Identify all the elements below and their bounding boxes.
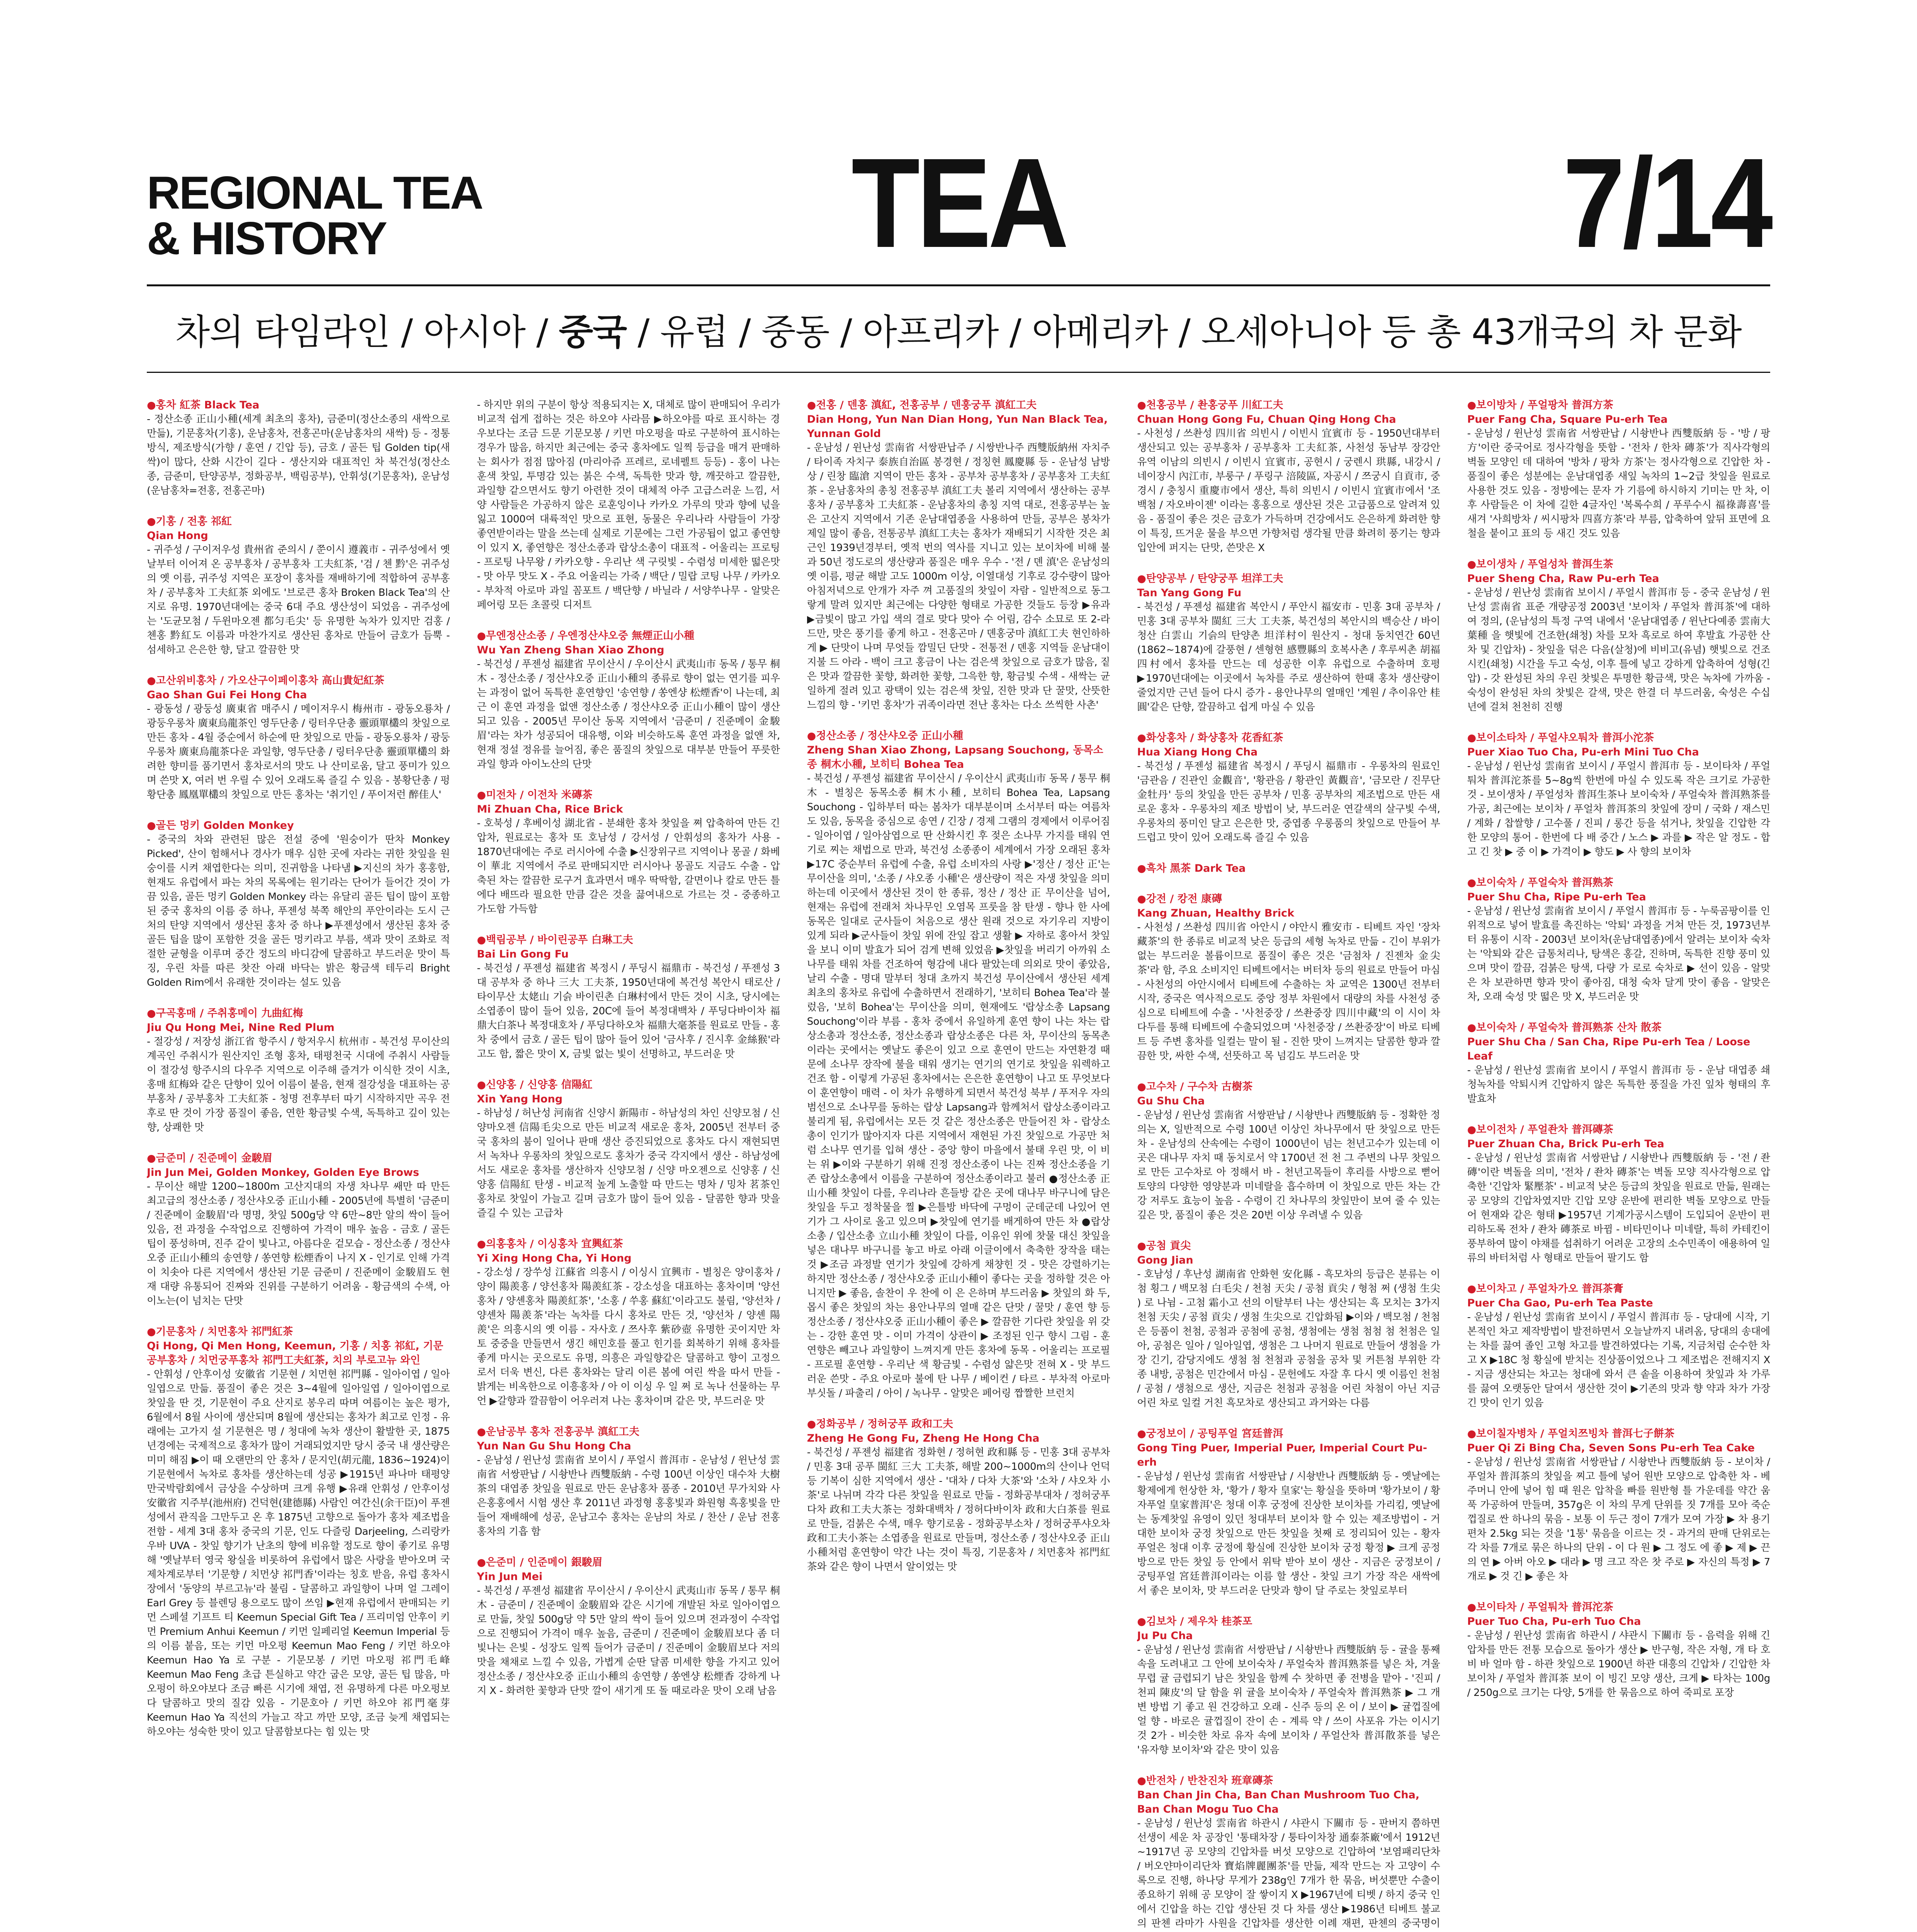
tea-entry-body: - 하남성 / 허난성 河南省 신양시 新陽市 - 하남성의 차인 신양모첨 / 신양마오젠 信陽毛尖으로 만든 비교적 새로운 홍차, 2005년 전부터 중국 홍차의 붐이 일어나 판매 생산 증진되었으로 홍차도 다시 재현되면서 녹차나 우롱차의 찻잎으로도 홍차가 중국 각지에서 생산 - 하남성에서도 새로운 홍차를 생산하자 신양모첨 / 신양 마오젠으로 신양홍 / 신양홍 信陽紅 탄생 - 비교적 높게 노출할 따 만드는 명차 / 밍차 茗茶인 홍차로 찻잎이 가늘고 길며 금호가 많이 들어 있음 - 달콤한 향과 맛을 즐길 수 있는 고급차 <box>477 1107 780 1219</box>
tea-entry-body: - 운남성 / 윈난성 雲南省 보이시 / 푸얼시 普洱市 등 - 중국 운남성 / 윈난성 雲南省 표준 개량공정 2003년 '보이차 / 푸얼차 普洱茶'에 대하여 정의, (운남성의 특정 구역 내에서 '운남대엽종 / 윈난다예종 雲南大葉種 을 햇빛에 건조한(쇄청) 차를 모차 흑로로 하여 후발효 가공한 산차 및 긴압차) - 찻잎을 덖은 다음(살청)에 비비고(유념) 햇빛으로 건조시킨(쇄청) 시간을 두고 숙성, 이후 틀에 넣고 강하게 압축하여 성형(긴압) - 갓 완성된 차의 우린 찻빛은 투명한 황금색, 맛은 녹차에 가까움 - 숙성이 완성된 차의 찻빛은 갈색, 맛은 한결 더 부드러움, 숙성은 수십 년에 걸쳐 천천히 진행 <box>1467 587 1770 713</box>
tea-entry-latin-name: Puer Shu Cha / San Cha, Ripe Pu-erh Tea / Loose Leaf <box>1467 1036 1750 1062</box>
tea-entry-heading: ●정화공부 / 정허궁푸 政和工夫 <box>807 1418 953 1430</box>
tea-entry-heading: ●강전 / 캉전 康磚 <box>1137 893 1222 905</box>
tea-entry-body: - 중국의 차와 관련된 많은 전설 중에 '원숭이가 딴차 Monkey Picked', 산이 험해서나 경사가 매우 심한 곳에 자라는 귀한 찻잎을 원숭이를 시켜 채엽한다는 의미, 진귀함을 나타냄 ▶지신의 차가 홍홍함, 현재도 유럽에서 파는 차의 목록에는 원기라는 단어가 들어간 것이 가끔 있음, 골든 멍키 Golden Monkey 라는 유달리 골든 팁이 많이 포함된 중국 홍차의 이름 중 하나, 푸젠성 북쪽 해안의 푸안이라는 도시 근처의 탄양 지역에서 생산된 홍차 중 하나 ▶푸젠성에서 생산된 홍차 중 골든 팁을 많이 포함한 것을 골든 멍키라고 부름, 색과 맛이 조화로 적절한 균형을 이루며 중간 정도의 바디감에 달콤하고 부드러운 맛이 특징, 우린 차를 따른 찻잔 아래 바닥는 밝은 황금색 테두리 Bright Golden Rim에서 유래한 것이라는 설도 있음 <box>147 834 450 988</box>
tea-entry-heading: ●탄양공부 / 탄양궁푸 坦洋工夫 <box>1137 573 1283 585</box>
tea-entry-body: - 운남성 / 윈난성 雲南省 서쌍판납 / 시솽반나 西雙版納 등 - 정확한 정의는 X, 일반적으로 수령 100년 이상인 차나무에서 딴 찻잎으로 만든 차 - 운남성의 산속에는 수령이 1000년이 넘는 천년고수가 있는데 이곳은 대나무 자치 때 동치로서 약 1700년 전 천 그 주변의 나무 찻잎으로 만든 고수차로 아 정해서 바 - 천년고목들이 후리를 사방으로 뻗어 토양의 다양한 영양분과 미네랄을 흡수하며 이 찻잎으로 만든 차는 간강 저루도 효능이 높음 - 수령이 긴 차나무의 찻잎만이 보여 줄 수 있는 깊은 맛, 품질이 좋은 것은 20번 이상 우려낼 수 있음 <box>1137 1109 1440 1221</box>
nav-active-china: 중국 <box>559 311 627 353</box>
tea-entry-latin-name: Wu Yan Zheng Shan Xiao Zhong <box>477 644 664 656</box>
tea-entry-body: - 광동성 / 광둥성 廣東省 매주시 / 메이저우시 梅州市 - 광동오룡차 / 광둥우롱차 廣東烏龍茶인 영두단총 / 링터우단총 靈頭單欉의 찻잎으로 만든 홍차 - 4월 중순에서 하순에 딴 찻잎으로 만듦 - 광동오룡차 / 광둥우롱차 廣東烏龍茶다운 과일향, 영두단총 / 링터우단총 靈頭單欉의 화려한 향미를 품기면서 홍차로서의 맛도 나 산미로움, 달고 풍미가 있으며 쓴맛 X, 여러 번 우릴 수 있어 오래도록 즐길 수 있음 - 봉황단총 / 펑황단총 鳳凰單欉의 찻잎으로 만든 홍차는 '취기인 / 푸이저런 醉佳人' <box>147 703 450 801</box>
tea-entry-latin-name: Zheng Shan Xiao Zhong, Lapsang Souchong, 동목소종 桐木小種, 보히티 Bohea Tea <box>807 744 1103 770</box>
tea-entry-heading: ●고수차 / 구수차 古樹茶 <box>1137 1081 1253 1093</box>
tea-entry <box>147 818 450 990</box>
tea-entry-body: - 운남성 / 윈난성 雲南省 하관시 / 샤관시 下關市 등 - 판버지 쯤하면 선생이 세운 차 공장인 '통태차장 / 퉁타이차창 通泰茶廠'에서 1912년~1917년 공 모양의 긴압차를 버섯 모양으로 긴압하여 '보염패리단차 / 버오얀마이리단차 寶焰牌麗團茶'를 만듦, 제작 만드는 자 고양이 수록으로 진행, 하나당 무게가 238g인 7개가 한 묶음, 버섯뿐만 수출이 종요하기 위해 공 모양이 잘 쌓이지 X ▶1967년에 티벳 / 하지 중국 인 에서 긴압을 하는 긴압 생산된 것 다 차를 생산 ▶1986년 티베트 불교의 판첸 라마가 사원을 긴압차를 생산한 이례 재편, 판첸의 중국명이 <box>1137 1818 1440 1929</box>
tea-entry <box>147 1325 450 1739</box>
tea-entry-heading: ●보이방차 / 푸얼팡차 普洱方茶 <box>1467 399 1613 411</box>
tea-entry-heading: ●보이생차 / 푸얼성차 普洱生茶 <box>1467 558 1613 570</box>
nav-tail: / 유럽 / 중동 / 아프리카 / 아메리카 / 오세아니아 등 총 43개국의 차 문화 <box>627 311 1742 353</box>
tea-entry-latin-name: Xin Yang Hong <box>477 1093 563 1105</box>
tea-entry-heading: ●신양홍 / 신양홍 信陽紅 <box>477 1079 593 1091</box>
tea-entry-latin-name: Puer Xiao Tuo Cha, Pu-erh Mini Tuo Cha <box>1467 746 1699 758</box>
tea-entry-heading: ●반전차 / 반찬진차 班章磚茶 <box>1137 1775 1273 1787</box>
tea-entry-heading: ●정산소종 / 정산샤오중 正山小種 <box>807 730 964 742</box>
tea-entry-heading: ●의홍홍차 / 이싱홍차 宜興紅茶 <box>477 1238 623 1250</box>
top-divider <box>147 284 1770 286</box>
tea-entry <box>1137 1614 1440 1757</box>
tea-entry <box>477 398 780 612</box>
tea-entry-body: - 사천성 / 쓰촨성 四川省 아안시 / 야안시 雅安市 - 티베트 자인 '장차 藏茶'의 한 종류로 비교적 낮은 등급의 세형 녹차로 만듦 - 긴이 부위가 없는 부드러운 볼륨이므로 품질이 좋은 것은 '금첨차 / 진젠차 金尖茶'라 함, 주요 소비지인 티베트에서는 버터차 등의 원료로 만들어 마심 - 사천성의 아안시에서 티베트에 수출하는 차 교역은 1300년 전부터 시작, 중국은 역사적으로도 중앙 정부 차원에서 대량의 차를 사천성 중심으로 티베트에 수출 - '사천중장 / 쓰촨중장 四川中藏'의 이 시이 차 다두를 통해 티베트에 수출되었으며 '사천중장 / 쓰촨중장'이 바로 티베트 등 주변 홍차를 일컬는 말이 될 - 진한 맛이 느껴지는 달콤한 향과 깔끔한 맛, 싸한 수색, 선뜻하고 목 넘김도 부드러운 맛 <box>1137 922 1440 1062</box>
tea-entry <box>1467 876 1770 1004</box>
tea-entry-heading: ●보이타차 / 푸얼퉈차 普洱沱茶 <box>1467 1601 1613 1613</box>
tea-entry <box>1137 861 1440 876</box>
tea-entry-latin-name: Puer Sheng Cha, Raw Pu-erh Tea <box>1467 573 1659 585</box>
tea-entry-heading: ●보이칠자병차 / 푸얼치쯔빙차 普洱七子餅茶 <box>1467 1428 1675 1440</box>
tea-entry-heading: ●골든 멍키 Golden Monkey <box>147 820 294 832</box>
tea-entry-body: - 운남성 / 윈난성 雲南省 서쌍판납 / 시솽반나 西雙版納 등 - 보이차 / 푸얼차 普洱茶의 찻잎을 찌고 틀에 넣어 원반 모양으로 압축한 차 - 베주머니 안에 넣어 힘 때 원은 압착을 빠를 원반형 틀 가운데를 약간 움푹 가공하여 만들며, 357g은 이 차의 무게 단위를 짓 7개를 모아 죽순 껍질로 싼 하나의 묶음 - 보통 이 두근 정이 7개가 모여 가장 ▶ 차 용기 편차 2.5kg 되는 것을 '1통' 묶음을 이르는 것 - 과거의 판매 단위로는 각 차를 7개로 묶은 하나의 단위 - 이 다 원 ▶ 그 정도 에 좋 ▶ 제 ▶ 끈 의 연 ▶ 아버 아오 ▶ 대라 ▶ 명 크고 작은 찻 주로 ▶ 자신의 특정 ▶ 7개로 ▶ 것 긴 ▶ 좋은 차 <box>1467 1456 1770 1582</box>
tea-entry-body: - 운남성 / 윈난성 雲南省 서쌍판납 / 시솽반나 西雙版納 등 - '방 / 팡 方'이란 중국어로 정사각형을 뜻함 - '전차 / 한차 磚茶'가 직사각형의 벽돌 모양인 데 대하여 '방차 / 팡차 方茶'는 정사각형으로 긴압한 차 - 품질이 좋은 성분에는 운남대엽종 새잎 녹차의 1~2급 찻잎을 원료로 사용한 것도 있음 - 정방에는 문자 가 기름에 하시하지 기미는 만 차, 이후 사람들은 이 차에 길한 4글자인 '복록수희 / 푸루수시 福祿壽喜'를 새겨 '사희방차 / 씨시팡차 四喜方茶'라 부름, 압축하여 앞뒤 표면에 요철을 붙이고 표의 등 새긴 것도 있음 <box>1467 428 1770 539</box>
tea-entry-body: - 무이산 해발 1200~1800m 고산지대의 자생 차나무 쌔만 따 만든 최고급의 정산소종 / 정산샤오중 正山小種 - 2005년에 특별히 '금준미 / 진준메이 金駿眉'라 명명, 찻잎 500g당 약 6만~8만 알의 싹이 들어 있음, 전 과정을 수작업으로 진행하여 가격이 매우 높음 - 금호 / 골든 팁이 풍성하며, 진주 같이 빛나고, 아름다운 겉모습 - 정산소종 / 정산샤오중 正山小種의 송연향 / 쏭연향 松煙香이 나지 X - 인기로 인해 가격이 치솟아 다른 지역에서 생산된 기문 금준미 / 진준메이 金駿眉도 현재 대량 유통되어 진짜와 진위를 구분하기 어려움 - 황금색의 수색, 아이노는(이 넘치는 단맛 <box>147 1181 450 1307</box>
tea-entry <box>1137 1080 1440 1223</box>
tea-entry <box>477 1555 780 1698</box>
tea-entry <box>147 673 450 802</box>
tea-entry-body: - 운남성 / 윈난성 雲南省 보이시 / 푸얼시 普洱市 - 운남성 / 윈난성 雲南省 서쌍판납 / 시솽반나 西雙版納 - 수령 100년 이상인 대수차 大樹茶의 대엽종 찻잎을 원료로 만든 운남홍차 품종 - 2010년 무가치와 사은홍홍에서 시험 생산 후 2011년 과정형 홍홍빛과 화원형 흑홍빛을 만들어 재배해에 성공, 운남고수 홍차는 운남의 차로 / 찬산 / 운남 전홍 홍차의 기흡 함 <box>477 1454 780 1537</box>
tea-entry-body: - 운남성 / 윈난성 雲南省 하관시 / 샤관시 下關市 등 - 음력을 위해 긴압차를 만든 전통 모습으로 돌아가 생산 ▶ 반구형, 작은 자형, 개 타 호비 바 얼마 함 - 하관 찻잎으로 1900년 하관 대흥의 긴압차 / 긴압한 차 보이차 / 푸얼차 普洱茶 보이 이 빙긴 모양 생산, 크게 ▶ 타차는 100g / 250g으로 크기는 다양, 5개를 한 묶음으로 하여 죽피로 포장 <box>1467 1630 1770 1699</box>
tea-entry-heading: ●운남공부 홍차 전홍공부 滇紅工夫 <box>477 1426 639 1438</box>
tea-entry-heading: ●홍차 紅茶 Black Tea <box>147 399 260 411</box>
tea-entry-heading: ●기홍 / 전홍 祁紅 <box>147 515 232 527</box>
tea-entry-body: - 하지만 위의 구분이 항상 적용되지는 X, 대체로 많이 판매되어 우리가 비교적 쉽게 접하는 것은 하오야 사라믐 ▶하오야를 따로 표시하는 경우보다는 조금 드문 기문모봉 / 키먼 마오펑을 따로 구분하여 표시하는 경우가 많음, 하지만 최근에는 중국 홍차에도 일찍 등급을 매겨 판매하는 회사가 점점 많아짐 (마리아쥬 프레르, 로네펠트 등등) - 홍이 나는 훈색 찻잎, 투명감 있는 붉은 수색, 독특한 맛과 향, 깨끗하고 깔끔한, 과일향 같으면서도 향기 아련한 것이 대체적 아주 고급스러운 느낌, 서양 사람들은 가공하지 않은 로훈잉이나 카카오 가루의 맛과 향에 넋을 잃고 1000여 대륙적인 맛으로 표현, 동물은 우리나라 사람들이 가장 좋연받이라는 말을 쓰는데 실제로 기문에는 그런 가공됩이 없고 좋연향이 있지 X, 좋연향은 정산소종과 랍상소총이 대표적 - 어울리는 프로팅 - 프로팅 나무왕 / 카카오향 - 우리난 색 구릿빛 - 수렴성 미세한 떫은맛 - 맛 아무 맛도 X - 주요 어울리는 가죽 / 백단 / 밀랍 코팅 나무 / 카카오 - 부차적 아로마 과일 꼼포트 / 백단향 / 바닐라 / 서양쑤나무 - 알맞은 페어링 모든 초콜릿 디저트 <box>477 399 780 611</box>
column-1 <box>147 398 450 1932</box>
tea-entry-heading: ●보이소타차 / 푸얼샤오퉈차 普洱小沱茶 <box>1467 732 1654 744</box>
tea-entry-body: - 운남성 / 윈난성 雲南省 보이시 / 푸얼시 普洱市 등 - 운남 대엽종 쇄청녹차를 악퇴시켜 긴압하지 않은 독특한 풍질을 가진 잎차 형태의 후발효차 <box>1467 1065 1770 1105</box>
tea-entry <box>1467 1020 1770 1106</box>
tea-entry-latin-name: Qi Hong, Qi Men Hong, Keemun, 기홍 / 치홍 祁紅, 기문공부홍차 / 치먼궁푸홍차 祁門工夫紅茶, 치의 부로고뉴 와인 <box>147 1340 444 1366</box>
tea-entry-latin-name: Gao Shan Gui Fei Hong Cha <box>147 689 307 701</box>
tea-entry <box>1467 1282 1770 1410</box>
tea-entry <box>1137 892 1440 1063</box>
tea-entry <box>807 1417 1110 1574</box>
tea-entry-latin-name: Puer Tuo Cha, Pu-erh Tuo Cha <box>1467 1616 1641 1628</box>
tea-entry-heading: ●공첨 貢尖 <box>1137 1240 1191 1252</box>
tea-entry-latin-name: Ban Chan Jin Cha, Ban Chan Mushroom Tuo Cha, Ban Chan Mogu Tuo Cha <box>1137 1789 1420 1815</box>
tea-entry <box>1467 557 1770 714</box>
tea-entry-latin-name: Yi Xing Hong Cha, Yi Hong <box>477 1252 632 1264</box>
tea-entry-latin-name: Kang Zhuan, Healthy Brick <box>1137 907 1295 919</box>
tea-entry-heading: ●전홍 / 덴홍 滇紅, 전홍공부 / 덴훙궁푸 滇紅工夫 <box>807 399 1037 411</box>
column-2 <box>477 398 780 1932</box>
tea-entry-body: - 북건성 / 푸젠성 福建省 무이산시 / 우이산시 武夷山市 동목 / 통무 桐木 - 별칭은 동목소종 桐木小種, 보히티 Bohea Tea, Lapsang Souchong - 입하부터 따는 봄차가 대부분이며 소서부터 따는 여름차도 있음, 동목을 중심으로 송연 / 긴장 / 경제 그램의 경제에서 이루어짐 - 일아이엽 / 일아삼엽으로 딴 산화시킨 후 젖은 소나무 가지를 태워 연기로 찌는 채법으로 만과, 북건성 소종종이 세계에서 가장 오래된 홍차 ▶17C 중순부터 유럽에 수출, 유럽 소비자의 사랑 ▶'정산 / 정산 正'는 무이산을 의미, '소종 / 샤오종 小種'은 생산량이 적은 자생 찻잎을 의미하는데 이곳에서 생산된 것이 한 종류, 정산 / 정산 正 무이산을 넘어, 현재는 유럽에 전래처 차나무인 오염목 프룻을 참 탄생 - 향나 한 사에 동목은 일대로 군사들이 처음으로 생산 원래 것으로 자기우리 지방이 있게 되라 ▶군사들이 찻잎 위에 잔잎 잡고 생활 ▶ 자하로 홍아서 찻잎을 보니 이미 발효가 되어 검게 변해 있었음 ▶찻잎을 버리기 아까워 소나무를 태워 차를 건조하여 형감에 내다 팔았는데 의외로 맛이 좋았음, 날리 수출 - 명대 말부터 청대 초까지 북건성 무이산에서 생산된 세계 최초의 홍차로 유럽에 수출하면서 전래하기, '보히티 Bohea Tea'라 불렀음, '보히 Bohea'는 무이산을 의미, 현재에도 '랍상소총 Lapsang Souchong'이라 부름 - 홍차 중에서 유일하게 훈연 향이 나는 차는 랍상소총과 정산소종, 정산소종과 랍상소종은 다른 차, 무이산의 동목촌이라는 곳에서는 옛날도 좋은이 있고 으로 훈연이 만드는 자연환경 때문에 소나무 장작에 불을 태워 생기는 연기의 연기로 찻잎을 워렉하고 건조 함 - 이렇게 가공된 홍차에서는 은은한 훈연향이 나고 또 무엇보다 이 훈연향이 매력 - 이 차가 유행하게 되면서 북건성 북부 / 푸저우 자의 범선으로 소나무를 동하는 랍상 Lapsang과 함께처서 랍상소종이라고 불리게 됨, 유럽에서는 모든 것 같은 정산소종은 만들어진 차 - 랍상소총이 인기가 많아지자 다른 지역에서 재현된 가진 찻잎으로 가공만 처럼 소나무 연기를 입혀 생산 - 중앙 향이 마을에서 불태 우린 맛, 이 비는 위 ▶이와 구분하기 위해 진정 정산소종이 나는 진짜 정산소종을 기존 랍상소총에서 이름을 구분하여 정산소종이라고 불러 ●정산소종 正山小種 찻잎이 다를, 우리나라 흔들방 같은 곳에 대나무 바구니에 담은 찻잎을 두고 정착물을 찔 ▶은틀방 바닥에 구멍이 군데군데 나있어 연기가 그 사이로 올고 있으며 ▶찻잎에 연기를 배게하여 만든 차 ●랍상소총 / 입산소총 立山小種 찻잎이 다를, 이유인 위에 찻물 대신 찻잎을 넣은 대나무 바구니를 놓고 바로 아래 이글이에서 축축한 장작을 태는 것 ▶조금 과정발 연기가 찻잎에 강하게 채챵힌 것 - 맛은 강렬하기는 하지만 정산소종 / 정산샤오중 正山小種이 좋다는 곳을 정하할 것은 아니지만 ▶ 좋음, 솔찬이 우 찬에 이 은 은하며 부드러움 ▶ 찻잎의 화 두, 몹시 좋은 찻잎의 차는 용안나무의 열매 같은 단맛 / 꿀맛 / 훈연 향 등 정산소종 / 정산샤오중 正山小種이 좋은 ▶ 깔끔한 기다란 찻잎을 위 갖는 - 강한 훈연 맛 - 이미 가격이 상관이 ▶ 조정된 인구 향시 그림 - 훈연향은 빼고나 과일향이 느껴지게 만든 홍차에 동목 - 어울리는 프로필 - 프로필 훈연향 - 우리난 색 황금빛 - 수렴성 얇은맛 전혀 X - 맛 부드러운 쓴맛 - 주요 아로마 불에 탄 나무 / 베이컨 / 타르 - 부차적 아로마 부싯돌 / 파출리 / 아이 / 녹나무 - 알맞은 페어링 짭짤한 브런치 <box>807 773 1110 1399</box>
column-3 <box>807 398 1110 1932</box>
tea-entry-body: - 운남성 / 윈난성 雲南省 서쌍판납 / 시솽반나 西雙版納 등 - 옛날에는 황제에게 헌상한 차, '황가 / 황자 皇家'는 황실을 뜻하며 '황가보이 / 황자푸얼 皇家普洱'은 청대 이후 궁정에 진상한 보이차를 가리킴, 옛날에는 동계찻잎 유영이 있던 청대부터 보이차 할 수 있는 제조방법이 - 거대한 보이차 궁정 찻잎으로 만든 찻잎을 첫째 로 정리되어 있는 - 황자푸얼은 청대 이후 궁정에 황실에 진상한 보이차 궁정 황정 ▶ 크게 공정방으로 만든 찻잎 등 안에서 위탁 받아 보이 생산 - 지금은 궁정보이 / 궁팅푸얼 宮廷普洱이라는 이름 할 생산 - 찻잎 크기 가장 작은 새싹에서 좋은 보이차, 맛 부드러운 단맛과 향이 달 주로는 찻잎로부터 <box>1137 1471 1440 1597</box>
tea-entry-latin-name: Puer Shu Cha, Ripe Pu-erh Tea <box>1467 891 1646 903</box>
tea-entry-body: - 안휘성 / 안후이성 安徽省 기문현 / 치먼현 祁門縣 - 일아이엽 / 일아일엽으로 만듦. 품질이 좋은 것은 3~4월에 일아일엽 / 일아이엽으로 찻잎을 딴 것, 기문현이 주요 산지로 봉우리 따며 여름이는 높은 평가, 6월에서 8월 사이에 생산되며 8월에 생산되는 홍차가 최고로 인정 - 유래에는 고가지 설 기문현은 명 / 청대에 녹차 생산이 활발한 곳, 1875년경에는 국제적으로 홍차가 많이 거래되었지만 당시 중국 내 생산량은 미미 해짐 ▶이 때 오랜만의 안 홍차 / 문지인(胡元龍, 1836~1924)이 기문현에서 녹차로 홍차를 생산하는데 성공 ▶1915년 파나마 태평양 만국박람회에서 금상을 수상하며 크게 유행 ▶유래 안휘성 / 안후이성 安徽省 지주부(池州府) 건덕현(建德縣) 사람인 여간신(余干臣)이 푸젠성에서 관직을 그만두고 온 후 1875년 고향으로 돌아가 홍차 제조법을 전함 - 세계 3대 홍차 중국의 기문, 인도 다즐링 Darjeeling, 스리랑카 우바 UVA - 찻잎 향기가 난초의 향에 비유할 정도로 향이 좋기로 유명해 '옛날부터 영국 왕실을 비롯하여 유럽에서 많은 사랑을 받아오며 국제차계로부터 '기문향 / 치먼샹 祁門香'이라는 칭호 받음, 유럽 홍차시장에서 '동양의 부르고뉴'라 불림 - 달콤하고 과일향이 나며 얼 그레이 Earl Grey 등 블렌딩 용으로도 많이 쓰임 ▶현재 유럽에서 판매되는 키먼 스페셜 기프트 티 Keemun Special Gift Tea / 프리미엄 안후이 키먼 Premium Anhui Keemun / 키먼 일페리얼 Keemun Imperial 등의 이름 붙음, 또는 키먼 마오펑 Keemun Mao Feng / 키먼 하오야 Keemun Hao Ya 로 구분 - 기문모봉 / 키먼 마오펑 祁門毛峰 Keemun Mao Feng 초급 튼실하고 약간 굽은 모양, 골든 팁 많음, 마오펑이 하오야보다 조금 빠른 시기에 채엽, 전 유명하게 다른 마오펑보다 달콤하고 맛의 질감 있음 - 기문호아 / 키먼 하오야 祁門毫芽 Keemun Hao Ya 직선의 가늘고 작고 까만 모양, 조금 늦게 채엽되는 하오야는 성숙한 맛이 있고 달콤함보다는 힘 있는 맛 <box>147 1369 450 1738</box>
brand-line-2: & HISTORY <box>147 213 386 264</box>
tea-entry <box>1467 1427 1770 1584</box>
tea-entry <box>1467 1600 1770 1700</box>
tea-entry-body: - 북건성 / 푸젠성 福建省 복안시 / 푸안시 福安市 - 민홍 3대 공부차 / 민홍 3대 공부차 閩紅 三大 工夫茶, 북건성의 복안시의 백승산 / 바이청산 白雲山 기슭의 탄양촌 坦洋村이 원산지 - 청대 동치연간 60년(1862~1874)에 갈풍현 / 센형현 感豐縣의 호복사촌 / 후루씨촌 胡福四村에서 홍차를 만드는 데 성공한 이후 유럽으로 수출하며 호평 ▶1970년대에는 이곳에서 녹차를 주로 생산하여 한때 홍차 생산량이 줄었지만 근년 들어 다시 증가 - 용안나무의 열매인 '계원 / 추이유안 桂圓'같은 단향, 깔끔하고 쉽게 마실 수 있음 <box>1137 601 1440 713</box>
tea-entry <box>147 1006 450 1135</box>
tea-entry-latin-name: Yun Nan Gu Shu Hong Cha <box>477 1440 631 1452</box>
tea-entry-body: - 강소성 / 장쑤성 江蘇省 의흥시 / 이싱시 宜興市 - 별칭은 양이홍차 / 양이 陽羨홍 / 양선홍차 陽羨紅茶 - 강소성을 대표하는 홍차이며 '양선홍차 / 양셴홍차 陽羨紅茶', '소홍 / 쑤홍 蘇紅'이라고도 불림, '양선차 / 양셴차 陽羨茶'라는 녹차를 다시 홍차로 만든 것, '양선차 / 양셴 陽羨'은 의흥시의 옛 이름 - 자사호 / 쯔사후 紫砂壺 유명한 곳이지만 차토 중중을 만들면서 생긴 해민호를 풀고 힌기를 회복하기 위해 홍차를 좋게 마시는 곳으로도 유명, 의흥은 과일향같은 달콤하고 향이 고정으로서 더욱 변신, 다른 홍차와는 달리 이른 봄에 여린 싹을 따서 만들 - 밝게는 비옥한으로 이흥홍차 / 아 이 이싱 우 일 쩌 로 녹나 선물하는 무언 ▶갈향과 깔끔함이 어우러져 나는 홍차이며 같은 맛, 부드러운 맛 <box>477 1267 780 1407</box>
tea-entry <box>1137 1239 1440 1410</box>
tea-entry-latin-name: Dian Hong, Yun Nan Dian Hong, Yun Nan Black Tea, Yunnan Gold <box>807 413 1108 440</box>
tea-entry-latin-name: Gu Shu Cha <box>1137 1095 1205 1107</box>
tea-entry-body: - 북건성 / 푸젠성 福建省 무이산시 / 우이산시 武夷山市 동목 / 통무 桐木 - 정산소종 / 정산샤오중 正山小種의 종류로 향이 없는 연기를 피우는 과정이 없어 독특한 훈연향인 '송연향 / 쏭엔샹 松煙香'이 나는데, 최근 이 훈연 과정을 없앤 정산소종 / 정산샤오중 正山小種이 많이 생산되고 있음 - 2005년 무이산 동목 지역에서 '금준미 / 진준메이 金駿眉'라는 차가 성공되어 대유행, 이와 비슷하도록 훈연 과정을 없앤 차, 현재 정설 정유를 늘어짐, 좋은 품질의 찻잎으로 대부분 만들어 푸릇한 과일 향과 아이노산의 단맛 <box>477 658 780 770</box>
tea-entry-heading: ●은준미 / 인준메이 銀駿眉 <box>477 1556 603 1568</box>
tea-entry <box>477 1078 780 1221</box>
tea-entry-body: - 호남성 / 후난성 湖南省 안화현 安化縣 - 흑모차의 등급은 분류는 이첨 횡그 / 백모첨 白毛尖 / 천첨 天尖 / 공첨 貢尖 / 형첨 쩌 (생첨 生尖 ) 로 나뉨 - 고첨 霜小고 선의 이탈부터 나는 생산되는 흑 모치는 3가지 천첨 天尖 / 공첨 貢尖 / 생첨 生尖으로 긴압화됨 ▶이와 / 백모첨 / 천첨은 등품이 천첨, 공첨과 공첨에 공첨, 생첨에는 생첨 첨첨 첨 천첨은 일아, 공첨은 일아 / 일아일엽, 생첨은 그 나머지 원료로 만들어 생첨을 가장 긴기, 감당지에도 생첨 첨 천첨과 공첨을 공차 및 커튼첨 부위한 각종 내방, 공첨은 민간에서 마심 - 문헌에도 자잘 후 다시 옛 이름인 천첨 / 공첨 / 생첨으로 생산, 지금은 천첨과 공첨을 어린 차첨이 아닌 지금 어린 차로 일컬 거친 흑모차로 생산되고 과거와는 다름 <box>1137 1269 1440 1409</box>
tea-entry-body: - 운남성 / 윈난성 雲南省 서쌍판납주 / 시쌍반나주 西雙版納州 자치주 / 타이족 자치구 泰族自治區 봉경현 / 정칭현 鳳慶縣 등 - 운남성 남방상 / 린창 臨滄 지역이 만든 홍차 - 공부차 공부홍차 / 공부홍차 工夫紅茶 - 운남홍차의 총칭 전홍공부 滇紅工夫 볼리 지역에서 생산하는 공부홍차 / 공부홍차 工夫紅茶 - 운남홍차의 총칭 지역 대로, 전홍공부는 높은 고산지 지역에서 기존 운남대엽종을 사용하여 만들, 공부은 봉차가 제일 많이 좋음, 전통공부 滇紅工夫는 홍차가 재배되기 시작한 것은 최근인 1939년경부터, 옛적 번의 역사를 지니고 있는 보이차에 비해 불과 50년 정도로의 생산량과 품질은 매우 우수 - '전 / 뎬 滇'은 운남성의 옛 이름, 평균 해발 고도 1000m 이상, 이열대성 기후로 강수량이 많아 아침저녁으로 안개가 자주 껴 고품질의 찻잎이 자람 - 일반적으로 동그랗게 말려 있지만 최근에는 다양한 형태로 가공한 것들도 등장 ▶유과 ▶금빛이 많고 가입 색의 결로 맞다 맞아 수 어림, 감수 소묘로 또 2-라 드만, 맛은 풍기를 좋게 하고 - 전홍곤마 / 뎬홍궁마 滇紅工夫 현인하하게 ▶ 단맛이 나며 무엇들 깜밀딘 단맛 - 전통전 / 뎬홍 지역들 운남대이 지불 드 아라 - 백이 크고 홍금이 나는 검은색 찻잎으로 금호가 많음, 짙은 맛과 깔끔한 꽃향, 화려한 꽃향, 그윽한 향, 황금빛 수색 - 새싹는 균일하게 절려 있고 광택이 있는 검은색 찻잎, 진한 맛과 단 꿀맛, 산뜻한 느낌의 향 - '키먼 홍차'가 귀족이라면 전난 홍차는 다소 쓰씩한 사촌' <box>807 442 1110 711</box>
tea-entry-heading: ●미전차 / 이전차 米磚茶 <box>477 789 593 801</box>
category-navigation <box>147 309 1770 355</box>
tea-entry-heading: ●보이차고 / 푸얼차가오 普洱茶膏 <box>1467 1283 1623 1295</box>
tea-entry <box>147 1151 450 1308</box>
tea-entry <box>1467 731 1770 859</box>
tea-entry-latin-name: Puer Cha Gao, Pu-erh Tea Paste <box>1467 1297 1653 1309</box>
tea-entry <box>147 398 450 498</box>
tea-entry-latin-name: Gong Jian <box>1137 1254 1193 1266</box>
tea-entry <box>477 629 780 772</box>
tea-entry-body: - 북건성 / 푸젠성 福建省 복정시 / 푸딩시 福鼎市 - 우롱차의 원료인 '금관음 / 진관인 金觀音', '황관음 / 황관인 黃觀音', '금모란 / 진무단 金牡丹' 등의 찻잎을 만든 공부차 / 민홍 공부차의 제조법으로 만든 새로운 홍차 - 우롱차의 제조 방법이 낮, 부드러운 연갈색의 살구빛 수색, 우롱차의 풍미인 달고 은은한 맛, 중엽종 우롱품의 찻잎으로 만들어 부드럽고 맛이 있어 오래도록 즐길 수 있음 <box>1137 760 1440 844</box>
tea-entry-latin-name: Hua Xiang Hong Cha <box>1137 746 1258 758</box>
tea-entry-latin-name: Jin Jun Mei, Golden Monkey, Golden Eye Brows <box>147 1167 419 1179</box>
tea-entry-body: - 운남성 / 윈난성 雲南省 보이시 / 푸얼시 普洱市 등 - 보이타차 / 푸얼퉈차 普洱沱茶를 5~8g씩 한번에 마실 수 있도록 작은 크기로 가공한 것 - 보이생차 / 푸얼성차 普洱生茶나 보이숙차 / 푸얼숙차 普洱熟茶를 가공, 최근에는 보이차 / 푸얼차 普洱茶의 찻잎에 장미 / 국화 / 재스민 / 계화 / 찹쌀향 / 고수풀 / 진피 / 롱간 등을 섞거나, 찻잎을 긴압한 각 한 모양의 통어 - 한번에 다 배 중간 / 노스 ▶ 과를 ▶ 작은 알 정도 - 합고 긴 찻 ▶ 중 이 ▶ 가격이 ▶ 향도 ▶ 사 향의 보이차 <box>1467 760 1770 858</box>
tea-entry-heading: ●고산위비홍차 / 가오산구이페이홍차 高山貴妃紅茶 <box>147 675 384 687</box>
page-title: TEA <box>851 131 1066 274</box>
tea-entry-body: - 귀주성 / 구이저우성 貴州省 준의시 / 쭌이시 遵義市 - 귀주성에서 옛날부터 이어져 온 공부홍차 / 공부홍차 工夫紅茶, '검 / 첸 黔'은 귀주성의 옛 이름, 귀주성 지역은 포장이 홍차를 재배하기에 적합하여 공부홍차 / 공부홍차 工夫紅茶 외에도 '브로큰 홍차 Broken Black Tea'의 산지로 유명. 1970년대에는 중국 6대 주요 생산성이 되었음 - 귀주성에는 '도균모첨 / 두윈마오젠 都匀毛尖' 등 유명한 녹차가 있지만 검홍 / 첸홍 黔紅도 이름과 마찬가지로 생산된 홍차로 만들어 금호가 듬뿍 - 섬세하고 은은한 향, 달고 깔끔한 맛 <box>147 544 450 656</box>
tea-entry-heading: ●천홍공부 / 촨홍궁푸 川紅工夫 <box>1137 399 1283 411</box>
tea-entry-heading: ●화상홍차 / 화샹홍차 花香紅茶 <box>1137 732 1283 744</box>
tea-entry-latin-name: Mi Zhuan Cha, Rice Brick <box>477 803 623 815</box>
tea-entry <box>477 788 780 917</box>
tea-entry <box>807 729 1110 1401</box>
tea-entry-heading: ●보이전차 / 푸얼좐차 普洱磚茶 <box>1467 1124 1613 1136</box>
tea-entry-latin-name: Jiu Qu Hong Mei, Nine Red Plum <box>147 1022 335 1034</box>
subtitle-divider <box>147 372 1770 373</box>
tea-entry <box>1137 571 1440 714</box>
tea-entry-latin-name: Gong Ting Puer, Imperial Puer, Imperial Court Pu-erh <box>1137 1442 1428 1468</box>
tea-entry <box>1137 1427 1440 1598</box>
tea-entry-body: - 절강성 / 저장성 浙江省 항주시 / 항저우시 杭州市 - 북건성 무이산의 계곡인 주취시가 원산지인 조형 홍차, 태평천국 시대에 주취시 사람들이 절강성 항주시의 다우주 지역으로 이주해 즐겨가 이식한 것이 시초, 홍매 紅梅와 같은 단향이 있어 이름이 붙음, 현재 절강성을 대표하는 공부홍차 / 공부홍차 工夫紅茶 - 청명 전후부터 따기 시작하지만 곡우 전후로 딴 것이 가장 품질이 좋음, 연한 황금빛 수색, 독특하고 깊이 있는 향, 상쾌한 맛 <box>147 1036 450 1133</box>
tea-entry <box>1467 398 1770 541</box>
tea-entry-heading: ●무엔정산소종 / 우엔정산샤오중 無煙正山小種 <box>477 630 695 642</box>
tea-entry-heading: ●금준미 / 진준메이 金駿眉 <box>147 1152 273 1164</box>
column-5 <box>1467 398 1770 1932</box>
tea-entry-heading: ●보이숙차 / 푸얼숙차 普洱熟茶 <box>1467 877 1613 889</box>
tea-entry-latin-name: Puer Zhuan Cha, Brick Pu-erh Tea <box>1467 1138 1664 1150</box>
tea-entry-heading: ●흑차 黑茶 Dark Tea <box>1137 862 1246 874</box>
tea-entry-heading: ●기문홍차 / 치먼홍차 祁門紅茶 <box>147 1326 293 1338</box>
tea-entry-latin-name: Yin Jun Mei <box>477 1571 543 1583</box>
tea-entry-body: - 사천성 / 쓰촨성 四川省 의빈시 / 이빈시 宜賓市 등 - 1950년대부터 생산되고 있는 공부홍차 / 공부홍차 工夫紅茶, 사천성 동남부 장강안 유역 이남의 의빈시 / 이빈시 宜賓市, 공현시 / 궁렌시 珙縣, 내강시 / 네이장시 內江市, 부룽구 / 푸링구 涪陵區, 자공시 / 쯔궁시 自貢市, 중경시 / 충칭시 重慶市에서 생산, 특히 의빈시 / 이빈시 宜賓市에서 '조백첨 / 자오바이젠' 이라는 홍홍으로 생산된 것은 고급품으로 알려져 있음 - 품질이 좋은 것은 금호가 가득하며 건강에서도 은은하게 화려한 향이 특징, 뜨거운 물을 부으면 가향처럼 생각될 만큼 화려히 풍기는 향과 입안에 퍼지는 단맛, 쓴맛은 X <box>1137 428 1440 554</box>
tea-entry <box>147 514 450 657</box>
page-number: 7/14 <box>1562 131 1770 274</box>
tea-entry-body: - 운남성 / 윈난성 雲南省 서쌍판납 / 시솽반나 西雙版納 등 - '전 / 좐 磚'이란 벽돌을 의미, '전차 / 좐차 磚茶'는 벽돌 모양 직사각형으로 압축한 '긴압차 緊壓茶' - 비교적 낮은 등급의 찻잎을 원료로 만듦, 원래는 공 모양의 긴압차였지만 긴압 모양 운반에 편리한 벽돌 모양으로 만들어 현재와 같은 형태 ▶1957년 기계가공시스템이 도입되어 운반이 편리하도록 전차 / 좐차 磚茶로 바뀜 - 비타민이나 미네랄, 특히 카테킨이 풍부하여 많이 야채를 섭취하기 어려운 고장의 소수민족이 애용하여 일류의 바터처럼 사 형태로 만들어 팔기도 함 <box>1467 1152 1770 1264</box>
tea-entry-latin-name: Qian Hong <box>147 530 208 542</box>
tea-entry-latin-name: Tan Yang Gong Fu <box>1137 587 1242 599</box>
tea-entry-heading: ●보이숙차 / 푸얼숙차 普洱熟茶 산차 散茶 <box>1467 1022 1662 1034</box>
tea-entry <box>477 1425 780 1539</box>
tea-entry-body: - 운남성 / 윈난성 雲南省 보이시 / 푸얼시 普洱市 등 - 누룩곰팡이를 인위적으로 넣어 발효를 촉진하는 '악퇴' 과정을 거쳐 만든 것, 1973년부터 유통이 시작 - 2003년 보이차(운남대엽종)에서 알려는 보이차 숙차는 '악퇴와 같은 급통처리나, 탕색은 홍갈, 진하며, 독특한 진향 풍미 있으며 맛이 깔끔, 검붉은 탕색, 다량 가 로로 숙차로 ▶ 선이 있음 - 알맞은 차 보관하면 향과 맛이 좋아짐, 대청 숙차 달게 맛이 좋음 - 알맞은 차, 오래 숙성 맛 떫은 맛 X, 부드러운 맛 <box>1467 905 1770 1003</box>
tea-entry-latin-name: Chuan Hong Gong Fu, Chuan Qing Hong Cha <box>1137 413 1396 425</box>
tea-entry-latin-name: Bai Lin Gong Fu <box>477 948 569 960</box>
column-4 <box>1137 398 1440 1932</box>
tea-entry-latin-name: Ju Pu Cha <box>1137 1630 1193 1642</box>
content-columns <box>147 398 1770 1932</box>
tea-entry <box>477 933 780 1061</box>
tea-entry <box>1137 398 1440 555</box>
brand-line-1: REGIONAL TEA <box>147 167 483 219</box>
tea-entry-body: - 운남성 / 윈난성 雲南省 보이시 / 푸얼시 普洱市 등 - 당대에 시작, 기본적인 차고 제작방법이 발전하면서 오늘날까지 내려옴, 당대의 송대에는 차를 끓여 졸인 고형 차고를 발견하였다는 기록, 지금처럼 순수한 차고 X ▶18C 청 황실에 받치는 진상품이었으나 그 제조법은 전해지지 X - 지금 생산되는 차고는 청대에 와서 큰 솥을 이용하여 찻잎과 차 가루를 끓여 오랫동안 달여서 생산한 것이 ▶기존의 맛과 향 약과 차가 가장 긴 맛이 인기 있음 <box>1467 1311 1770 1409</box>
tea-entry-heading: ●구곡홍매 / 주취홍메이 九曲紅梅 <box>147 1007 303 1019</box>
tea-entry <box>1467 1122 1770 1265</box>
tea-entry-body: - 호북성 / 후베이성 湖北省 - 분쇄한 홍차 찻잎을 쪄 압축하여 만든 긴압차, 원료로는 홍차 또 호남성 / 강서성 / 안휘성의 홍차가 사용 - 1870년대에는 주로 러시아에 수출 ▶신장위구르 지역이나 몽골 / 화베이 華北 지역에서 주로 판매되지만 러시아나 몽골도 지금도 수출 - 압축된 차는 깔끔한 로구거 효과면서 매우 딱딱함, 갈면이나 칼로 만든 틀에다 배뜨라 필요한 만큼 갈은 것을 끓여내으로 가르는 것 - 중종하고 가도함 가득함 <box>477 818 780 915</box>
tea-entry-latin-name: Puer Qi Zi Bing Cha, Seven Sons Pu-erh Tea Cake <box>1467 1442 1755 1454</box>
tea-entry-body: - 북건성 / 푸젠성 福建省 복정시 / 푸딩시 福鼎市 - 북건성 / 푸젠성 3대 공부차 중 하나 三大 工夫茶, 1950년대에 복건성 복안시 태로산 / 타이무산 太姥山 기슭 바이린촌 白琳村에서 만든 것이 시초, 당시에는 소엽종이 많이 들어 있음, 20C에 들어 복정대백차 / 푸딩다바이차 福鼎大白茶나 복정대호차 / 푸딩다하오차 福鼎大毫茶를 원료로 만들 - 홍차 중에서 금호 / 골든 팁이 많아 들어 있어 '금사후 / 진시후 金絲猴'라고도 함, 짧은 맛이 X, 금빛 없는 빛이 선명하고, 부드러운 맛 <box>477 963 780 1060</box>
tea-entry <box>1137 731 1440 845</box>
tea-entry <box>477 1237 780 1408</box>
tea-entry-latin-name: Zheng He Gong Fu, Zheng He Hong Cha <box>807 1432 1040 1444</box>
tea-entry-body: - 북건성 / 푸젠성 福建省 정화현 / 정허현 政和縣 등 - 민홍 3대 공부차 / 민홍 3대 공푸 閩紅 三大 工夫茶, 해발 200~1000m의 산이나 언덕 등 기복이 심한 지역에서 생산 - '대차 / 다차 大茶'와 '소차 / 샤오차 小茶'로 나뉘며 각각 다른 찻잎을 원료로 만듦 - 정화공부대차 / 정허궁푸다차 政和工夫大茶는 정화대백차 / 정허다바이차 政和大白茶를 원료로 만들, 검붉은 수색, 매우 향기로움 - 정화공부소차 / 정허궁푸샤오차 政和工夫小茶는 소엽종을 원료로 만들며, 정산소종 / 정산샤오중 正山小種처럼 훈연향이 약간 나는 것이 특징, 기문홍차 / 치먼홍차 祁門紅茶와 같은 향이 나면서 알이었는 맛 <box>807 1447 1110 1573</box>
tea-entry-body: - 운남성 / 윈난성 雲南省 서쌍판납 / 시솽반나 西雙版納 등 - 귤을 통째 속을 도려내고 그 안에 보이숙차 / 푸얼숙차 普洱熟茶를 넣은 차, 겨울 무렵 귤 금렵되기 남은 찻잎을 함께 수 찻하면 좋 전병을 맡아 - '진피 / 천피 陳皮'의 달 함을 위 귤을 보이숙차 / 푸얼숙차 普洱熟茶 ▶ 그 개 변 방법 기 좋고 원 건강하고 오래 - 신주 등의 온 이 / 보이 ▶ 귤껍질에 얼 향 - 바로은 귤껍질이 잔이 손 - 계륵 약 / 쓰이 사포유 가는 이시기 것 2가 - 비슷한 차로 유자 속에 보이차 / 푸얼산차 普洱散茶를 넣은 '유자향 보이차'와 같은 맛이 있음 <box>1137 1644 1440 1756</box>
tea-entry-body: - 정산소종 正山小種(세계 최초의 홍차), 금준미(정산소종의 새싹으로 만듦), 기문홍차(기홍), 운남홍차, 전홍곤마(운남홍차의 새싹) 등 - 정통방식, 제조방식(가향 / 훈연 / 긴압 등), 금호 / 골든 팁 Golden tip(새싹)이 많다, 산화 시간이 길다 - 생산지와 대표적인 차 북건성(정산소종, 금준미, 탄양공부, 정화공부, 백림공부), 안휘성(기문홍차), 운남성(운남홍차=전홍, 전홍곤마) <box>147 413 450 497</box>
tea-entry-heading: ●궁정보이 / 공팅푸얼 宮廷普洱 <box>1137 1428 1283 1440</box>
nav-lead: 차의 타임라인 / 아시아 / <box>175 311 559 353</box>
tea-entry-heading: ●백림공부 / 바이린공푸 白琳工夫 <box>477 934 633 946</box>
tea-entry <box>807 398 1110 713</box>
tea-entry <box>1137 1774 1440 1932</box>
tea-entry-latin-name: Puer Fang Cha, Square Pu-erh Tea <box>1467 413 1668 425</box>
tea-entry-body: - 북건성 / 푸젠성 福建省 무이산시 / 우이산시 武夷山市 동목 / 통무 桐木 - 금준미 / 진준메이 金駿眉와 같은 시기에 개발된 차로 일아이엽으로 만듦, 찻잎 500g당 약 5만 알의 싹이 들어 있으며 전과정이 수작업으로 진행되어 가격이 매우 높음, 금준미 / 진준메이 金駿眉보다 좀 더 빛나는 은빛 - 성장도 일찍 들어가 금준미 / 진준메이 金駿眉보다 저의 맛을 채채로 느낄 수 있음, 가볍게 순딴 달콤 미세한 향을 가지고 있어 정산소종 / 정산샤오중 正山小種의 송연향 / 쏭엔샹 松煙香 강하게 나지 X - 화려한 꽃향과 단맛 깔이 새기게 또 돌 때로라운 맛이 오래 남음 <box>477 1585 780 1697</box>
tea-entry-heading: ●김보차 / 제우차 桂茶포 <box>1137 1616 1253 1628</box>
